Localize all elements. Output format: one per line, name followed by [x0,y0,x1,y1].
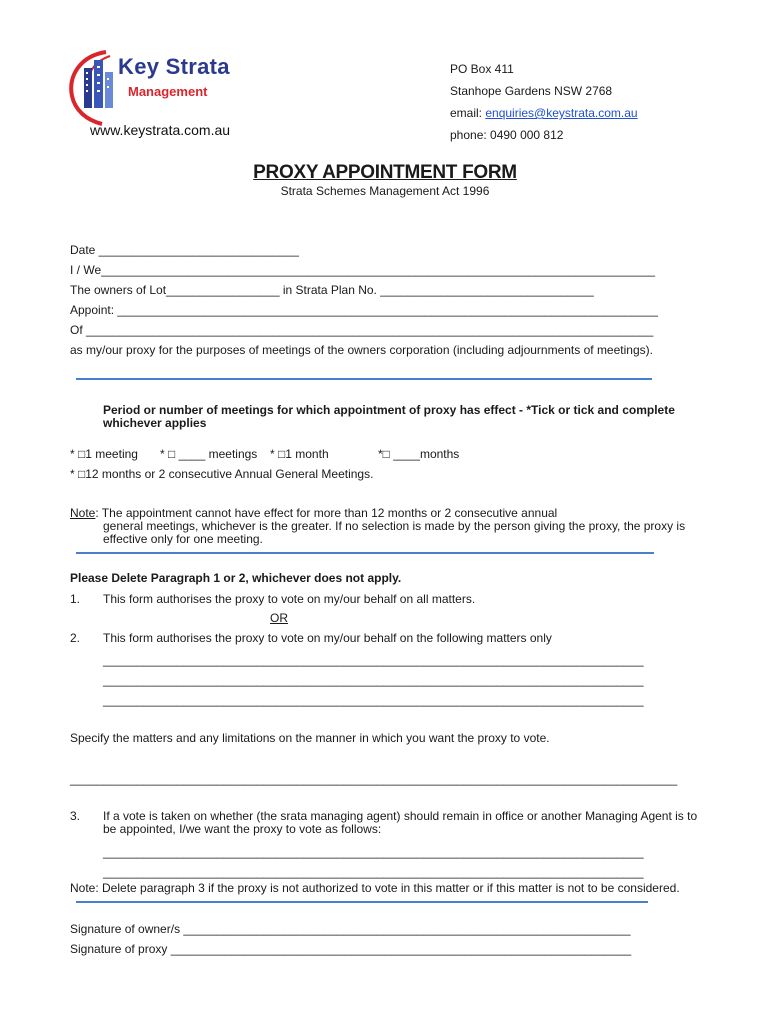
logo-subtitle: Management [128,84,208,99]
divider [76,552,654,554]
specify-blank-line[interactable]: ___________________________________________________________________________________________ [70,772,678,786]
note-1-text: : The appointment cannot have effect for more than 12 months or 2 consecutive annual [95,506,558,520]
matters-blank-line[interactable]: _________________________________________________________________________________ [103,673,644,687]
paragraph-2-number: 2. [70,631,81,645]
email-line [450,106,638,120]
matters-blank-line[interactable]: _________________________________________________________________________________ [103,693,644,707]
company-logo [66,46,246,142]
note-3: Note: Delete paragraph 3 if the proxy is not authorized to vote in this matter or if this matter is not to be considered. [70,881,680,895]
building-logo-icon [66,46,126,126]
owner-signature-field[interactable]: Signature of owner/s ___________________________________________________________________ [70,922,631,936]
note-1 [70,506,557,520]
divider [76,378,652,380]
paragraph-3-text-2: be appointed, I/we want the proxy to vote as follows: [103,822,382,836]
logo-url: www.keystrata.com.au [90,122,231,138]
note-1-line-3: effective only for one meeting. [103,532,263,546]
option-1-meeting[interactable]: * □1 meeting [70,447,138,461]
vote-blank-line[interactable]: _________________________________________________________________________________ [103,865,644,879]
email-link[interactable]: enquiries@keystrata.com.au [485,106,638,120]
option-12-months[interactable]: * □12 months or 2 consecutive Annual General Meetings. [70,467,374,481]
po-box: PO Box 411 [450,62,514,76]
delete-heading: Please Delete Paragraph 1 or 2, whichever does not apply. [70,571,402,585]
paragraph-3-text: If a vote is taken on whether (the srata managing agent) should remain in office or another Managing Agent is to [103,809,698,823]
period-heading-2: whichever applies [103,416,207,430]
proxy-signature-field[interactable]: Signature of proxy _____________________________________________________________________ [70,942,632,956]
option-n-meetings[interactable]: * □ ____ meetings [160,447,258,461]
form-title: PROXY APPOINTMENT FORM [253,162,517,183]
appoint-field[interactable]: Appoint: _________________________________________________________________________________ [70,303,658,317]
note-label: Note [70,506,96,520]
logo-title: Key Strata [118,54,230,79]
specify-instruction: Specify the matters and any limitations on the manner in which you want the proxy to vote. [70,731,550,745]
paragraph-1-text: This form authorises the proxy to vote on my/our behalf on all matters. [103,592,476,606]
address: Stanhope Gardens NSW 2768 [450,84,613,98]
date-field[interactable]: Date ______________________________ [70,243,299,257]
owners-lot-field[interactable]: The owners of Lot_________________ in Strata Plan No. ________________________________ [70,283,594,297]
proxy-purpose: as my/our proxy for the purposes of meetings of the owners corporation (including adjournments of meetings). [70,343,653,357]
we-field[interactable]: I / We___________________________________________________________________________________ [70,263,656,277]
of-field[interactable]: Of _____________________________________________________________________________________ [70,323,654,337]
option-n-months[interactable]: *□ ____months [378,447,460,461]
email-label: email: [450,106,486,120]
divider [76,901,648,903]
phone: phone: 0490 000 812 [450,128,564,142]
vote-blank-line[interactable]: _________________________________________________________________________________ [103,845,644,859]
form-subtitle: Strata Schemes Management Act 1996 [280,184,490,198]
option-1-month[interactable]: * □1 month [270,447,329,461]
or-separator: OR [270,611,288,625]
period-heading: Period or number of meetings for which appointment of proxy has effect - *Tick or tick and complete [103,403,675,417]
paragraph-2-text: This form authorises the proxy to vote on my/our behalf on the following matters only [103,631,552,645]
paragraph-3-number: 3. [70,809,81,823]
note-1-line-2: general meetings, whichever is the greater. If no selection is made by the person giving the proxy, the proxy is [103,519,686,533]
matters-blank-line[interactable]: _________________________________________________________________________________ [103,653,644,667]
paragraph-1-number: 1. [70,592,81,606]
